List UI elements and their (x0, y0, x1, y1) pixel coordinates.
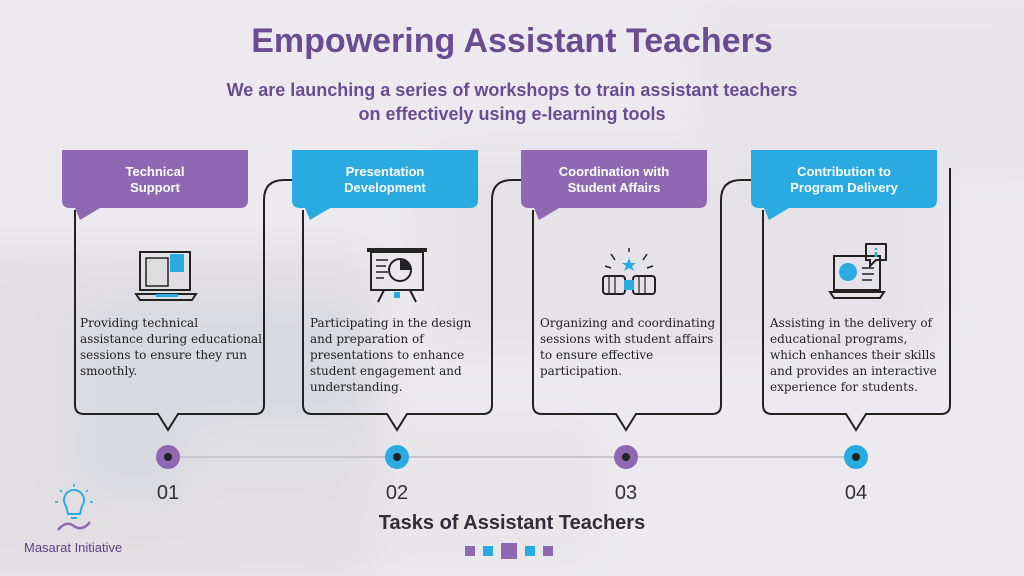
tab-coordination-student-affairs (521, 150, 707, 218)
tab-title-line: Student Affairs (567, 180, 661, 195)
presentation-board-icon (364, 244, 430, 308)
fist-bump-icon (597, 246, 661, 302)
tab-technical-support (62, 150, 248, 218)
tab-title-line: Support (130, 180, 180, 195)
timeline-line (168, 456, 858, 458)
tab-presentation-development (292, 150, 478, 218)
timeline-dot-2 (385, 445, 409, 469)
timeline-dot-4 (844, 445, 868, 469)
decorative-squares (465, 543, 553, 559)
tab-title-line: Coordination with (558, 164, 670, 179)
page-title: Empowering Assistant Teachers (251, 22, 773, 60)
laptop-documents-icon (134, 248, 198, 304)
step-number-2: 02 (385, 482, 409, 504)
timeline-dot-1 (156, 445, 180, 469)
footer-title: Tasks of Assistant Teachers (378, 512, 646, 534)
logo-text: Masarat Initiative (24, 540, 123, 555)
subtitle-line-2: on effectively using e-learning tools (358, 104, 666, 124)
timeline-dot-3 (614, 445, 638, 469)
tab-title-line: Contribution to (797, 164, 891, 179)
tab-title-line: Development (344, 180, 426, 195)
masarat-logo-icon (52, 484, 96, 536)
tab-contribution-program-delivery (751, 150, 937, 218)
step-description-1: Providing technical assistance during educational sessions to ensure they run smoothly. (80, 316, 263, 378)
tab-title-line: Program Delivery (790, 180, 898, 195)
step-number-4: 04 (844, 482, 868, 504)
step-description-2: Participating in the design and preparation of presentations to enhance student engagement and understanding. (310, 316, 472, 394)
step-description-4: Assisting in the delivery of educational programs, which enhances their skills and provides an interactive experience for students. (770, 316, 937, 394)
tab-title-line: Technical (125, 164, 185, 179)
step-description-3: Organizing and coordinating sessions with student affairs to ensure effective participation. (540, 316, 716, 378)
step-number-3: 03 (614, 482, 638, 504)
step-number-1: 01 (156, 482, 180, 504)
subtitle-line-1: We are launching a series of workshops to train assistant teachers (226, 80, 798, 100)
tab-title-line: Presentation (345, 164, 425, 179)
laptop-info-icon (828, 242, 892, 302)
